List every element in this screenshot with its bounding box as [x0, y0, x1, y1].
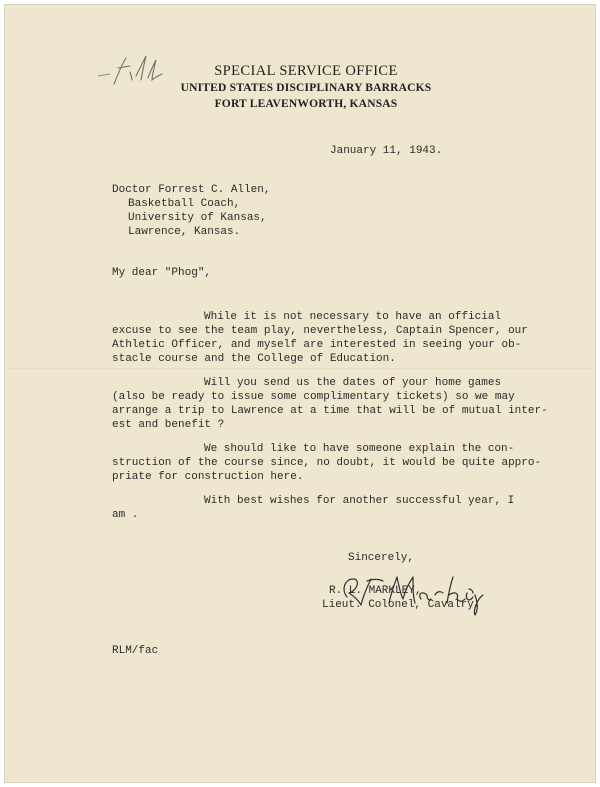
body-line: struction of the course since, no doubt, it would be quite appro- [112, 457, 542, 469]
body-line: Athletic Officer, and myself are interested in seeing your ob- [112, 339, 522, 351]
letterhead-office: SPECIAL SERVICE OFFICE [214, 63, 398, 79]
body-line: arrange a trip to Lawrence at a time that will be of mutual inter- [112, 405, 548, 417]
letter-page [4, 4, 596, 783]
body-line: While it is not necessary to have an official [204, 311, 502, 323]
letterhead-location: FORT LEAVENWORTH, KANSAS [214, 98, 398, 110]
recipient-name: Doctor Forrest C. Allen, [112, 184, 271, 196]
recipient-title: Basketball Coach, [128, 198, 241, 210]
signer-name: R. L. MARKLEY, [329, 585, 422, 597]
reference-initials: RLM/fac [112, 645, 159, 657]
signer-title: Lieut. Colonel, Cavalry. [322, 599, 481, 611]
letterhead-institution: UNITED STATES DISCIPLINARY BARRACKS [180, 82, 432, 94]
body-line: stacle course and the College of Education. [112, 353, 396, 365]
body-line: Will you send us the dates of your home games [204, 377, 502, 389]
body-line: excuse to see the team play, nevertheless, Captain Spencer, our [112, 325, 528, 337]
body-line: With best wishes for another successful year, I [204, 495, 515, 507]
body-line: (also be ready to issue some complimentary tickets) so we may [112, 391, 515, 403]
letter-date: January 11, 1943. [330, 145, 443, 157]
paper-fold-line [4, 368, 596, 369]
recipient-city: Lawrence, Kansas. [128, 226, 241, 238]
body-line: We should like to have someone explain the con- [204, 443, 515, 455]
signature-text: R L Markley [327, 569, 333, 570]
body-line: am . [112, 509, 139, 521]
body-line: est and benefit ? [112, 419, 225, 431]
salutation: My dear "Phog", [112, 267, 212, 279]
recipient-institution: University of Kansas, [128, 212, 267, 224]
body-line: priate for construction here. [112, 471, 304, 483]
closing: Sincerely, [348, 552, 415, 564]
